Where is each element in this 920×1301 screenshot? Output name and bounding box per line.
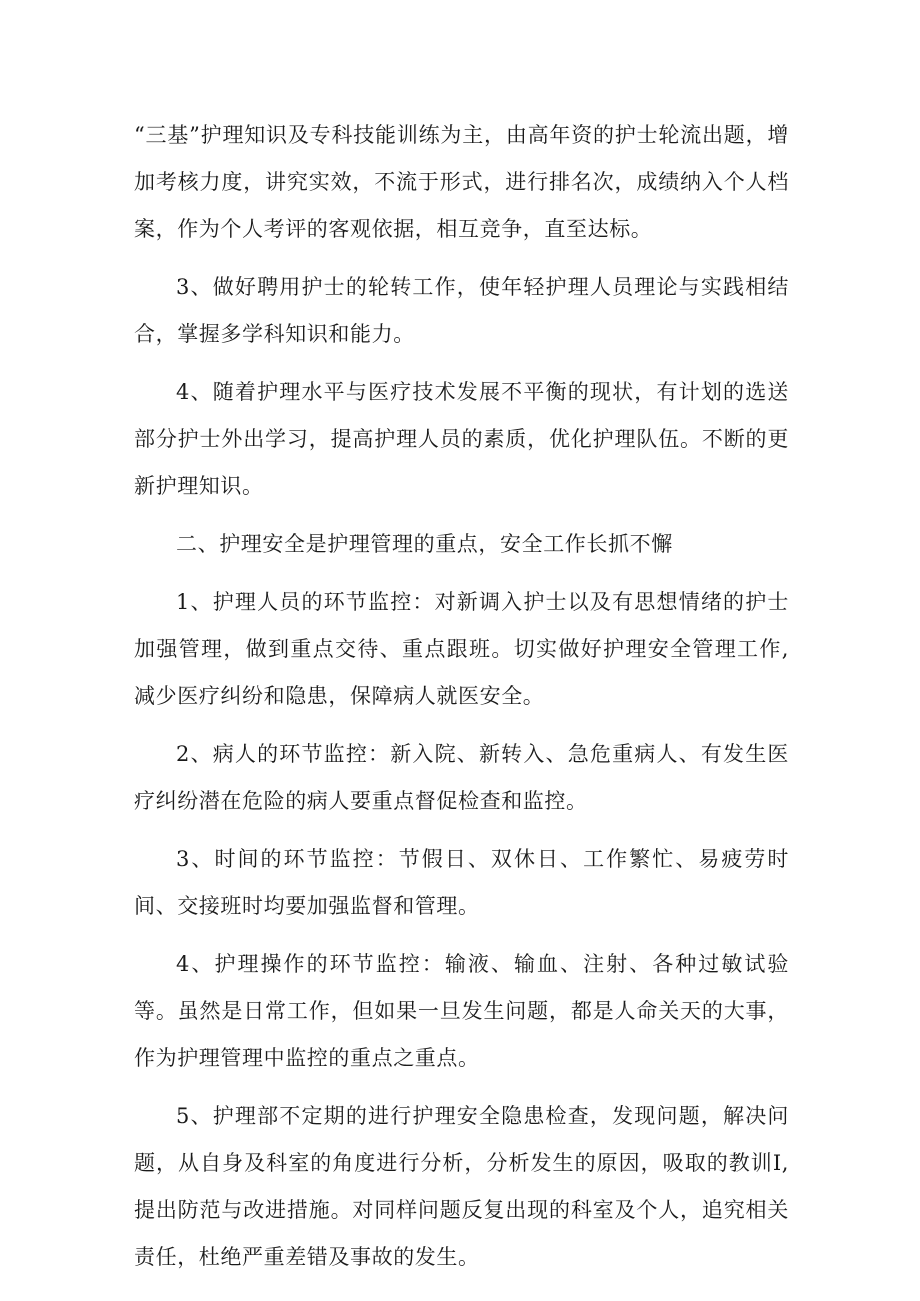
- paragraph-item-1-staff-monitoring: 1、护理人员的环节监控：对新调入护士以及有思想情绪的护士加强管理，做到重点交待、重点跟班。切实做好护理安全管理工作,减少医疗纠纷和隐患，保障病人就医安全。: [134, 590, 789, 708]
- paragraph-item-3-time-monitoring: 3、时间的环节监控：节假日、双休日、工作繁忙、易疲劳时间、交接班时均要加强监督和管理。: [134, 847, 789, 918]
- paragraph-item-3-rotation: 3、做好聘用护士的轮转工作，使年轻护理人员理论与实践相结合，掌握多学科知识和能力。: [134, 275, 789, 346]
- paragraph-item-2-patient-monitoring: 2、病人的环节监控：新入院、新转入、急危重病人、有发生医疗纠纷潜在危险的病人要重点督促检查和监控。: [134, 742, 789, 813]
- paragraph-item-4-training: 4、随着护理水平与医疗技术发展不平衡的现状，有计划的选送部分护士外出学习，提高护理人员的素质，优化护理队伍。不断的更新护理知识。: [134, 380, 789, 498]
- section-heading-safety: 二、护理安全是护理管理的重点，安全工作长抓不懈: [176, 532, 673, 556]
- paragraph-item-5-inspection: 5、护理部不定期的进行护理安全隐患检查，发现问题，解决问题，从自身及科室的角度进行分析，分析发生的原因，吸取的教训I,提出防范与改进措施。对同样问题反复出现的科室及个人，追究相关责任，杜绝严重差错及事故的发生。: [134, 1104, 789, 1269]
- document-body: [134, 112, 789, 1292]
- paragraph-item-4-operation-monitoring: 4、护理操作的环节监控：输液、输血、注射、各种过敏试验等。虽然是日常工作，但如果一旦发生问题，都是人命关天的大事，作为护理管理中监控的重点之重点。: [134, 952, 789, 1070]
- paragraph-continuation: “三基”护理知识及专科技能训练为主，由高年资的护士轮流出题，增加考核力度，讲究实效，不流于形式，进行排名次，成绩纳入个人档案，作为个人考评的客观依据，相互竞争，直至达标。: [134, 123, 789, 241]
